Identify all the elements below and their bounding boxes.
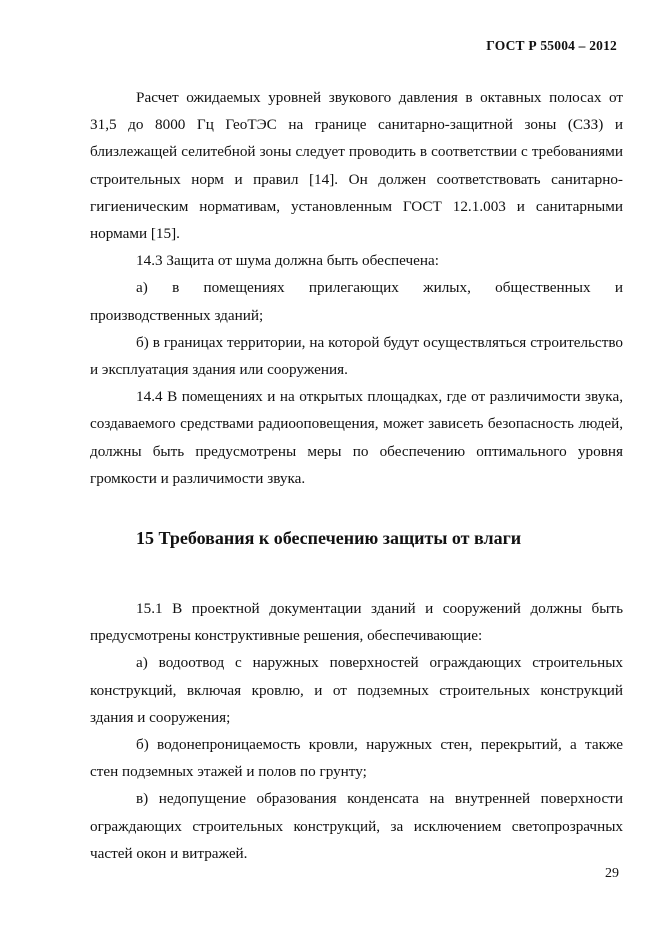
document-header-code: ГОСТ Р 55004 – 2012	[486, 38, 617, 53]
paragraph-14-3-a: а) в помещениях прилегающих жилых, общественных и производственных зданий;	[90, 279, 623, 324]
paragraph-15-1-a: а) водоотвод с наружных поверхностей ограждающих строительных конструкций, включая кровлю, и от подземных строительных конструкций здания и сооружения;	[90, 654, 623, 726]
paragraph-14-3: 14.3 Защита от шума должна быть обеспечена:	[136, 252, 439, 270]
page-number: 29	[605, 866, 619, 881]
paragraph-14-3-b: б) в границах территории, на которой будут осуществляться строительство и эксплуатация здания или сооружения.	[90, 333, 623, 379]
paragraph-15-1-b: б) водонепроницаемость кровли, наружных стен, перекрытий, а также стен подземных этажей и полов по грунту;	[90, 736, 623, 781]
text-block-noise	[90, 84, 623, 492]
section-heading-15: 15 Требования к обеспечению защиты от влаги	[136, 528, 522, 548]
paragraph-15-1: 15.1 В проектной документации зданий и сооружений должны быть предусмотрены конструктивные решения, обеспечивающие:	[90, 600, 623, 645]
paragraph-noise-calculation: Расчет ожидаемых уровней звукового давления в октавных полосах от 31,5 до 8000 Гц ГеоТЭС на границе санитарно-защитной зоны (СЗЗ) и близлежащей селитебной зоны следует проводить в соответствии с требованиями строительных норм и правил [14]. Он должен соответствовать санитарно-гигиеническим нормативам, установленным ГОСТ 12.1.003 и санитарными нормами [15].	[90, 89, 623, 243]
paragraph-15-1-c: в) недопущение образования конденсата на внутренней поверхности ограждающих строительных конструкций, за исключением светопрозрачных частей окон и витражей.	[90, 790, 623, 862]
text-block-moisture	[90, 595, 623, 867]
paragraph-14-4: 14.4 В помещениях и на открытых площадках, где от различимости звука, создаваемого средствами радиооповещения, может зависеть безопасность людей, должны быть предусмотрены меры по обеспечению оптимального уровня громкости и различимости звука.	[90, 388, 623, 487]
